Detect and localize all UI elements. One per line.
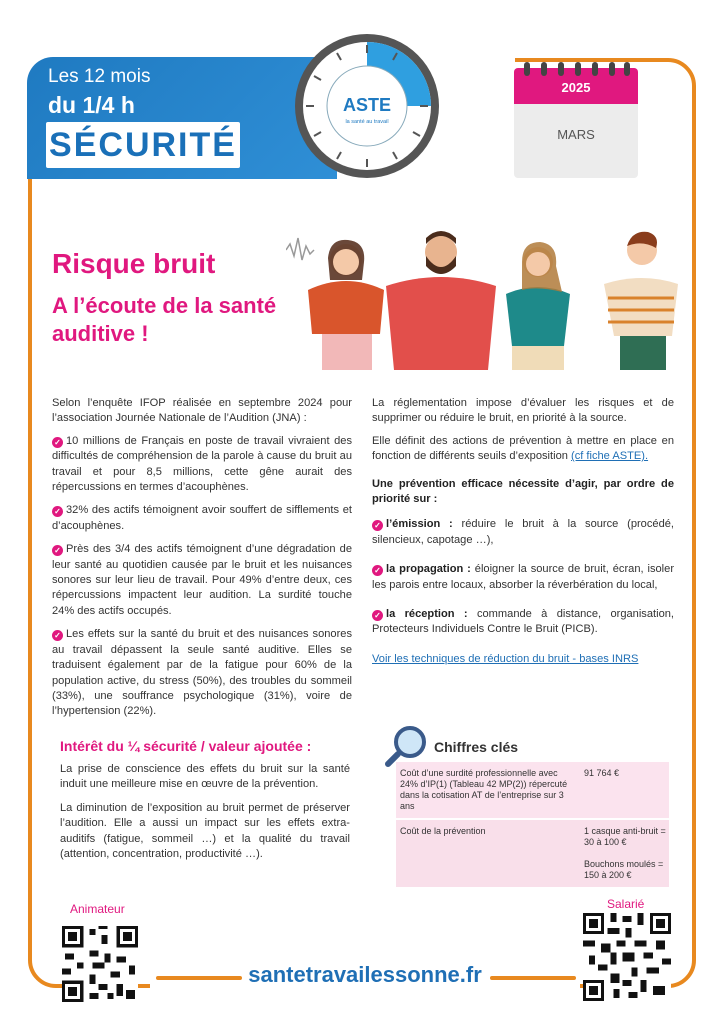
table-row xyxy=(396,820,669,887)
priority-item: ✓ la propagation : éloigner la source de bruit, écran, isoler les parois entre locaux, absorber la réverbération du local, xyxy=(372,563,675,591)
interet-paragraph: La prise de conscience des effets du bruit sur la santé induit une meilleure mise en œuvre de la prévention. xyxy=(60,763,350,791)
check-icon: ✓ xyxy=(52,630,63,641)
stat-bullet: ✓ Près des 3/4 des actifs témoignent d’une dégradation de leur santé au quotidien causée par le bruit et les nuisances sonores sur leur lieu de travail. Pour 49% d’entre deux, ces répercussions impactent leur audition. La surdité touche 24% des actifs occupés. xyxy=(52,543,352,617)
check-icon: ✓ xyxy=(52,437,63,448)
thresholds-text: Elle définit des actions de prévention à mettre en place en fonction de différents seuils d’exposition (cf fiche ASTE). xyxy=(372,434,674,463)
qr-code-animateur[interactable] xyxy=(62,926,138,1002)
check-icon: ✓ xyxy=(372,610,383,621)
check-icon: ✓ xyxy=(372,565,383,576)
page-title: Risque bruit xyxy=(52,248,216,279)
figure-value: 1 casque anti-bruit = 30 à 100 € Bouchons moulés = 150 à 200 € xyxy=(584,826,666,880)
regulation-text: La réglementation impose d’évaluer les risques et de supprimer ou réduire le bruit, en priorité à la source. xyxy=(372,397,674,425)
left-column xyxy=(52,396,352,728)
check-icon: ✓ xyxy=(52,545,63,556)
inrs-techniques-link[interactable]: Voir les techniques de réduction du bruit - bases INRS xyxy=(372,652,639,665)
priority-item: ✓ la réception : commande à distance, organisation, Protecteurs Individuels Contre le Bruit (PICB). xyxy=(372,608,674,636)
stat-bullet: ✓ Les effets sur la santé du bruit et des nuisances sonores au travail dépassent la seule santé auditive. Elles se traduisent également par de la fatigue pour 60% de la population active, du stress (50%), des troubles du sommeil (33%), une souffrance psychologique (31%), voire de l’hypertension (22%). xyxy=(52,628,352,718)
figure-label: Coût d’une surdité professionnelle avec 24% d’IP(1) (Tableau 42 MP(2)) répercuté dans la cotisation AT de l’entreprise sur 3 ans xyxy=(400,768,568,811)
chiffres-heading: Chiffres clés xyxy=(434,739,519,755)
aste-sheet-link[interactable]: (cf fiche ASTE). xyxy=(571,450,649,463)
figure-label: Coût de la prévention xyxy=(400,826,486,836)
banner-securite: SÉCURITÉ xyxy=(46,122,240,168)
clock-logo xyxy=(292,31,442,181)
website-link[interactable]: santetravailessonne.fr xyxy=(248,962,482,987)
animateur-label: Animateur xyxy=(70,902,125,916)
priority-heading: Une prévention efficace nécessite d’agir, par ordre de priorité sur : xyxy=(372,477,674,506)
qr-code-salarie[interactable] xyxy=(583,913,671,1001)
intro-text: Selon l’enquête IFOP réalisée en septembre 2024 pour l’association Journée Nationale de l’Audition (JNA) : xyxy=(52,397,352,425)
key-figures-table xyxy=(396,762,669,887)
banner-line-1: Les 12 mois xyxy=(48,66,151,87)
stat-bullet: ✓ 10 millions de Français en poste de travail vivraient des difficultés de compréhension de la parole à cause du bruit au travail et pour 8,5 millions, cette gêne aurait des répercussions en termes d’acouphènes. xyxy=(52,434,352,494)
calendar-icon xyxy=(514,62,638,178)
figure-value: 91 764 € xyxy=(584,768,620,778)
people-covering-ears-illustration xyxy=(286,222,686,370)
calendar-month: MARS xyxy=(514,104,638,178)
check-icon: ✓ xyxy=(52,506,63,517)
check-icon: ✓ xyxy=(372,520,383,531)
logo-tagline: la santé au travail xyxy=(345,119,389,125)
priority-item: ✓ l’émission : réduire le bruit à la source (procédé, silencieux, capotage …), xyxy=(372,518,674,546)
interet-body xyxy=(60,762,350,870)
calendar-year: 2025 xyxy=(514,68,638,104)
stat-bullet: ✓ 32% des actifs témoignent avoir souffert de sifflements et d’acouphènes. xyxy=(52,504,352,532)
salarie-label: Salarié xyxy=(607,897,645,911)
logo-text: ASTE xyxy=(342,95,392,115)
banner-line-2: du 1/4 h xyxy=(48,92,135,118)
page-subtitle: A l’écoute de la santé auditive ! xyxy=(52,293,277,346)
interet-paragraph: La diminution de l’exposition au bruit permet de préserver l’audition. Elle a aussi un impact sur les effets extra-auditifs (fatigue, sommeil …) et la qualité du travail (attention, concentration, productivité …). xyxy=(60,801,350,861)
right-column xyxy=(372,396,674,667)
table-row xyxy=(396,762,669,818)
interet-heading: Intérêt du ¼ sécurité / valeur ajoutée : xyxy=(60,738,312,754)
